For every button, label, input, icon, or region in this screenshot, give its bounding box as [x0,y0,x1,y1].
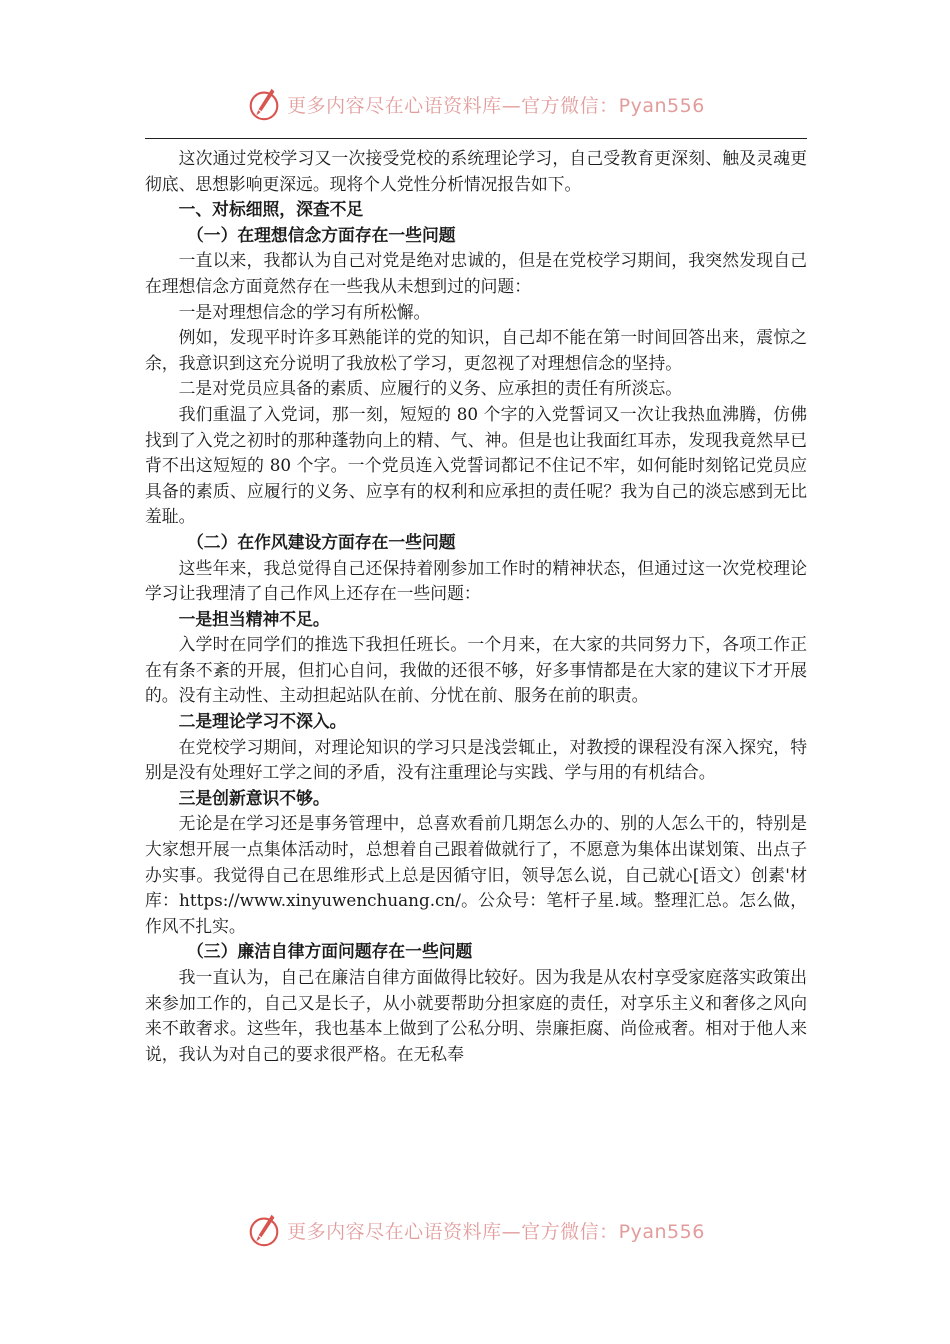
subsection-heading: （一）在理想信念方面存在一些问题 [187,224,456,245]
watermark-text: 更多内容尽在心语资料库—官方微信：Pyan556 [287,94,705,117]
paragraph: 例如，发现平时许多耳熟能详的党的知识，自己却不能在第一时间回答出来，震惊之余，我意识到这充分说明了我放松了学习，更忽视了对理想信念的坚持。 [145,327,807,373]
paragraph: 我一直认为，自己在廉洁自律方面做得比较好。因为我是从农村享受家庭落实政策出来参加工作的，自己又是长子，从小就要帮助分担家庭的责任，对享乐主义和奢侈之风向来不敢奢求。这些年，我也基本上做到了公私分明、崇廉拒腐、尚俭戒奢。相对于他人来说，我认为对自己的要求很严格。在无私奉 [145,967,807,1064]
paragraph: 入学时在同学们的推选下我担任班长。一个月来，在大家的共同努力下，各项工作正在有条不紊的开展，但扪心自问，我做的还很不够，好多事情都是在大家的建议下才开展的。没有主动性、主动担起站队在前、分忧在前、服务在前的职责。 [145,634,807,706]
paragraph: 无论是在学习还是事务管理中，总喜欢看前几期怎么办的、别的人怎么干的，特别是大家想开展一点集体活动时，总想着自己跟着做就行了，不愿意为集体出谋划策、出点子办实事。我觉得自己在思维形式上总是因循守旧，领导怎么说，自己就心[语文）创素'材库：https://www.xinyuwenchuang.cn/。公众号：笔杆子星.域。整理汇总。怎么做，作风不扎实。 [145,813,807,936]
paragraph: 这次通过党校学习又一次接受党校的系统理论学习，自己受教育更深刻、触及灵魂更彻底、思想影响更深远。现将个人党性分析情况报告如下。 [145,148,807,194]
header-watermark [0,82,950,126]
watermark-text: 更多内容尽在心语资料库—官方微信：Pyan556 [287,1220,705,1243]
subsection-heading: （三）廉洁自律方面问题存在一些问题 [187,941,473,962]
section-heading: 二是理论学习不深入。 [178,711,347,732]
document-body [145,146,807,1067]
header-divider [145,138,807,139]
quill-logo-icon [245,1211,283,1249]
quill-logo-icon [245,85,283,123]
subsection-heading: （二）在作风建设方面存在一些问题 [187,531,456,552]
paragraph: 二是对党员应具备的素质、应履行的义务、应承担的责任有所淡忘。 [178,378,683,399]
paragraph: 在党校学习期间，对理论知识的学习只是浅尝辄止，对教授的课程没有深入探究，特别是没有处理好工学之间的矛盾，没有注重理论与实践、学与用的有机结合。 [145,736,807,783]
section-heading: 三是创新意识不够。 [178,787,330,808]
paragraph: 一是对理想信念的学习有所松懈。 [178,301,431,322]
paragraph: 一直以来，我都认为自己对党是绝对忠诚的，但是在党校学习期间，我突然发现自己在理想信念方面竟然存在一些我从未想到过的问题： [145,250,807,296]
paragraph: 这些年来，我总觉得自己还保持着刚参加工作时的精神状态，但通过这一次党校理论学习让我理清了自己作风上还存在一些问题： [145,557,807,604]
section-heading: 一、对标细照，深查不足 [178,199,364,220]
footer-watermark [0,1208,950,1252]
section-heading: 一是担当精神不足。 [178,608,330,629]
paragraph: 我们重温了入党词，那一刻，短短的 80 个字的入党誓词又一次让我热血沸腾，仿佛找到了入党之初时的那种蓬勃向上的精、气、神。但是也让我面红耳赤，发现我竟然早已背不出这短短的 80 个字。一个党员连入党誓词都记不住记不牢，如何能时刻铭记党员应具备的素质、应履行的义务、应享有的权利和应承担的责任呢？我为自己的淡忘感到无比羞耻。 [145,403,807,527]
